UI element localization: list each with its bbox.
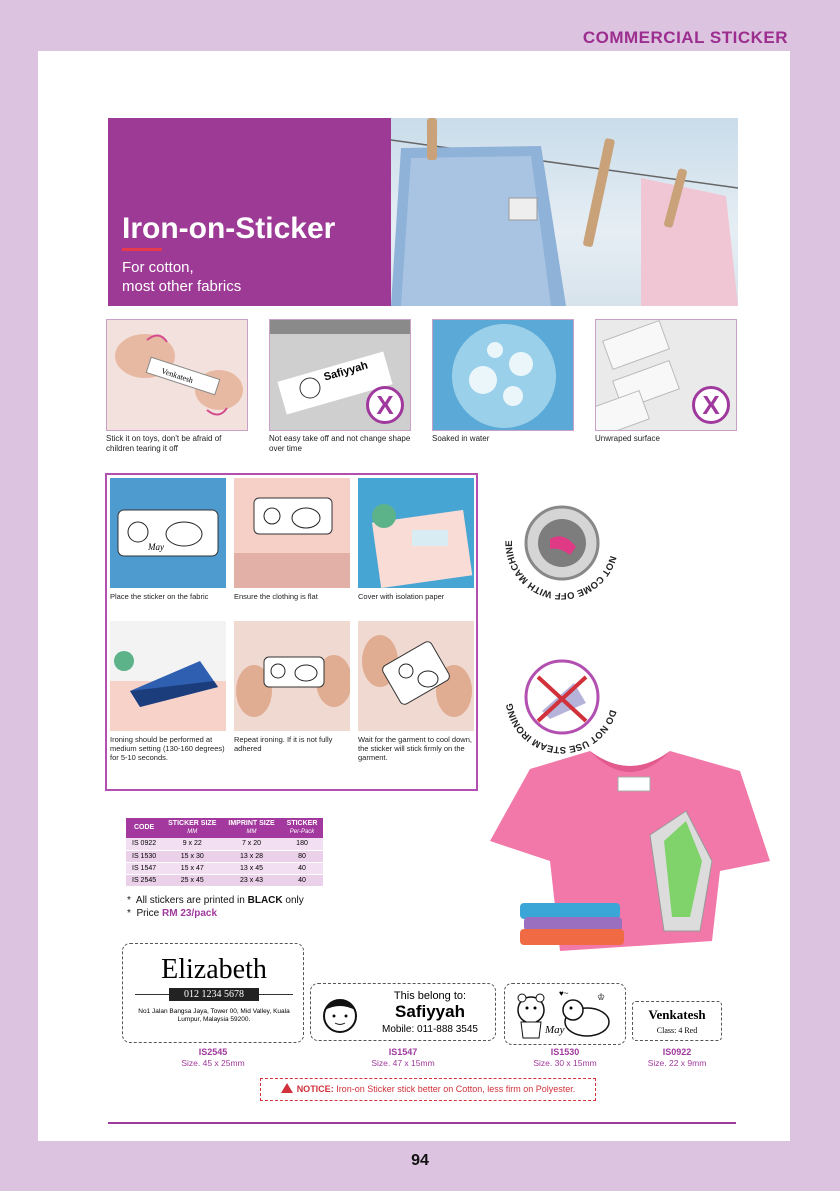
warning-icon bbox=[281, 1083, 293, 1093]
sample-name-may: May bbox=[545, 1024, 565, 1036]
bear-pair-icon bbox=[509, 988, 621, 1042]
sample-name-elizabeth: Elizabeth bbox=[161, 954, 267, 985]
header-title: COMMERCIAL STICKER bbox=[582, 28, 788, 47]
ironing-steps-grid bbox=[105, 473, 478, 791]
hero-title: Iron-on-Sticker bbox=[122, 212, 336, 245]
sample-name-venkatesh: Venkatesh bbox=[648, 1007, 706, 1022]
step-photo-iron bbox=[110, 621, 226, 731]
feature-caption-2: Not easy take off and not change shape over time bbox=[269, 434, 411, 453]
table-header-sticker-per-pack: STICKER Per-Pack bbox=[281, 818, 324, 838]
feature-card-1 bbox=[106, 319, 248, 454]
hero-underline bbox=[122, 248, 162, 251]
sample-size-is1530: Size. 30 x 15mm bbox=[533, 1058, 597, 1068]
sample-name-safiyyah: Safiyyah bbox=[395, 1002, 465, 1021]
hero-subtitle-line-1: For cotton, bbox=[122, 259, 194, 276]
step-3 bbox=[355, 475, 479, 632]
table-header-sticker-size: STICKER SIZE MM bbox=[162, 818, 222, 838]
girl-face-icon bbox=[317, 990, 363, 1036]
sample-size-is0922: Size. 22 x 9mm bbox=[647, 1058, 707, 1068]
step-caption-2: Ensure the clothing is flat bbox=[234, 592, 318, 601]
step-caption-1: Place the sticker on the fabric bbox=[110, 592, 209, 601]
sample-address: No1 Jalan Bangsa Jaya, Tower 00, Mid Valley, Kuala Lumpur, Malaysia 59200. bbox=[138, 1008, 290, 1023]
feature-photo-surface bbox=[595, 319, 737, 431]
step-caption-3: Cover with isolation paper bbox=[358, 592, 445, 601]
sample-code-is1547: IS1547 bbox=[388, 1047, 418, 1057]
step-caption-6: Wait for the garment to cool down, the sticker will stick firmly on the garment. bbox=[358, 735, 472, 762]
step-1 bbox=[107, 475, 231, 632]
hero-banner bbox=[108, 118, 738, 306]
hero-subtitle bbox=[122, 258, 352, 296]
sample-belong-text: This belong to: bbox=[393, 990, 467, 1002]
bottom-divider bbox=[108, 1122, 736, 1124]
notice-text: Iron-on Sticker stick better on Cotton, less firm on Polyester. bbox=[333, 1084, 576, 1094]
svg-text:♔: ♔ bbox=[597, 992, 606, 1002]
table-header-imprint-size: IMPRINT SIZE MM bbox=[222, 818, 280, 838]
badge-no-steam bbox=[502, 637, 622, 757]
notes-block bbox=[127, 894, 304, 920]
step-photo-cool bbox=[358, 621, 474, 731]
step-photo-repeat bbox=[234, 621, 350, 731]
hero-photo-clothesline bbox=[391, 118, 738, 306]
hero-title-panel bbox=[108, 118, 391, 306]
notice-label: NOTICE: bbox=[296, 1084, 334, 1094]
sample-class: Class: 4 Red bbox=[656, 1026, 698, 1035]
table-row: IS 2545 25 x 45 23 x 43 40 bbox=[126, 874, 323, 886]
sample-code-is2545: IS2545 bbox=[198, 1047, 228, 1057]
sample-size-is1547: Size. 47 x 15mm bbox=[371, 1058, 435, 1068]
step-4 bbox=[107, 618, 231, 775]
page-sheet bbox=[38, 51, 790, 1141]
sample-label-is0922 bbox=[632, 1001, 722, 1041]
sample-code-is1530: IS1530 bbox=[550, 1047, 580, 1057]
sample-label-is1530 bbox=[504, 983, 626, 1045]
feature-photo-toys bbox=[106, 319, 248, 431]
badge-steam-text: DO NOT USE STEAM IRONING bbox=[504, 702, 619, 756]
sample-phone: 012 1234 5678 bbox=[169, 988, 259, 1001]
badge-machine-washing bbox=[502, 483, 622, 603]
table-header-code: CODE bbox=[126, 818, 162, 838]
step-photo-cover bbox=[358, 478, 474, 588]
step-caption-4: Ironing should be performed at medium setting (130-160 degrees) for 5-10 seconds. bbox=[110, 735, 225, 762]
table-row: IS 1547 15 x 47 13 x 45 40 bbox=[126, 862, 323, 874]
sample-mobile: Mobile: 011-888 3545 bbox=[382, 1024, 478, 1035]
product-photo-shirt-iron bbox=[450, 741, 790, 961]
step-5 bbox=[231, 618, 355, 775]
feature-caption-4: Unwraped surface bbox=[595, 434, 660, 443]
feature-card-2 bbox=[269, 319, 411, 454]
svg-text:Venkatesh: Venkatesh bbox=[160, 366, 195, 386]
badge-washing-text: NOT COME OFF WITH MACHINE bbox=[503, 540, 619, 602]
feature-photo-water bbox=[432, 319, 574, 431]
feature-card-3 bbox=[432, 319, 574, 444]
spec-table bbox=[126, 818, 323, 887]
note-price: * Price RM 23/pack bbox=[127, 908, 218, 919]
spec-table-header-row bbox=[126, 818, 323, 838]
cross-mark-icon: X bbox=[366, 386, 404, 424]
step-caption-5: Repeat ironing. If it is not fully adhered bbox=[234, 735, 333, 753]
svg-text:Safiyyah: Safiyyah bbox=[322, 359, 370, 384]
step-photo-place bbox=[110, 478, 226, 588]
sample-size-is2545: Size. 45 x 25mm bbox=[181, 1058, 245, 1068]
svg-text:May: May bbox=[148, 542, 164, 552]
table-row: IS 0922 9 x 22 7 x 20 180 bbox=[126, 838, 323, 850]
feature-photo-sticker bbox=[269, 319, 411, 431]
note-black-print: * All stickers are printed in BLACK only bbox=[127, 895, 304, 906]
feature-caption-3: Soaked in water bbox=[432, 434, 490, 443]
sample-label-is2545 bbox=[122, 943, 304, 1043]
feature-caption-1: Stick it on toys, don't be afraid of children tearing it off bbox=[106, 434, 222, 453]
svg-text:♥~: ♥~ bbox=[559, 989, 569, 998]
cross-mark-icon: X bbox=[692, 386, 730, 424]
page-number: 94 bbox=[411, 1152, 429, 1169]
notice-banner bbox=[260, 1078, 596, 1101]
sample-code-is0922: IS0922 bbox=[662, 1047, 692, 1057]
step-photo-flat bbox=[234, 478, 350, 588]
table-row: IS 1530 15 x 30 13 x 28 80 bbox=[126, 850, 323, 862]
sample-label-is1547 bbox=[310, 983, 496, 1041]
feature-card-4 bbox=[595, 319, 737, 444]
hero-subtitle-line-2: most other fabrics bbox=[122, 278, 242, 295]
step-2 bbox=[231, 475, 355, 632]
